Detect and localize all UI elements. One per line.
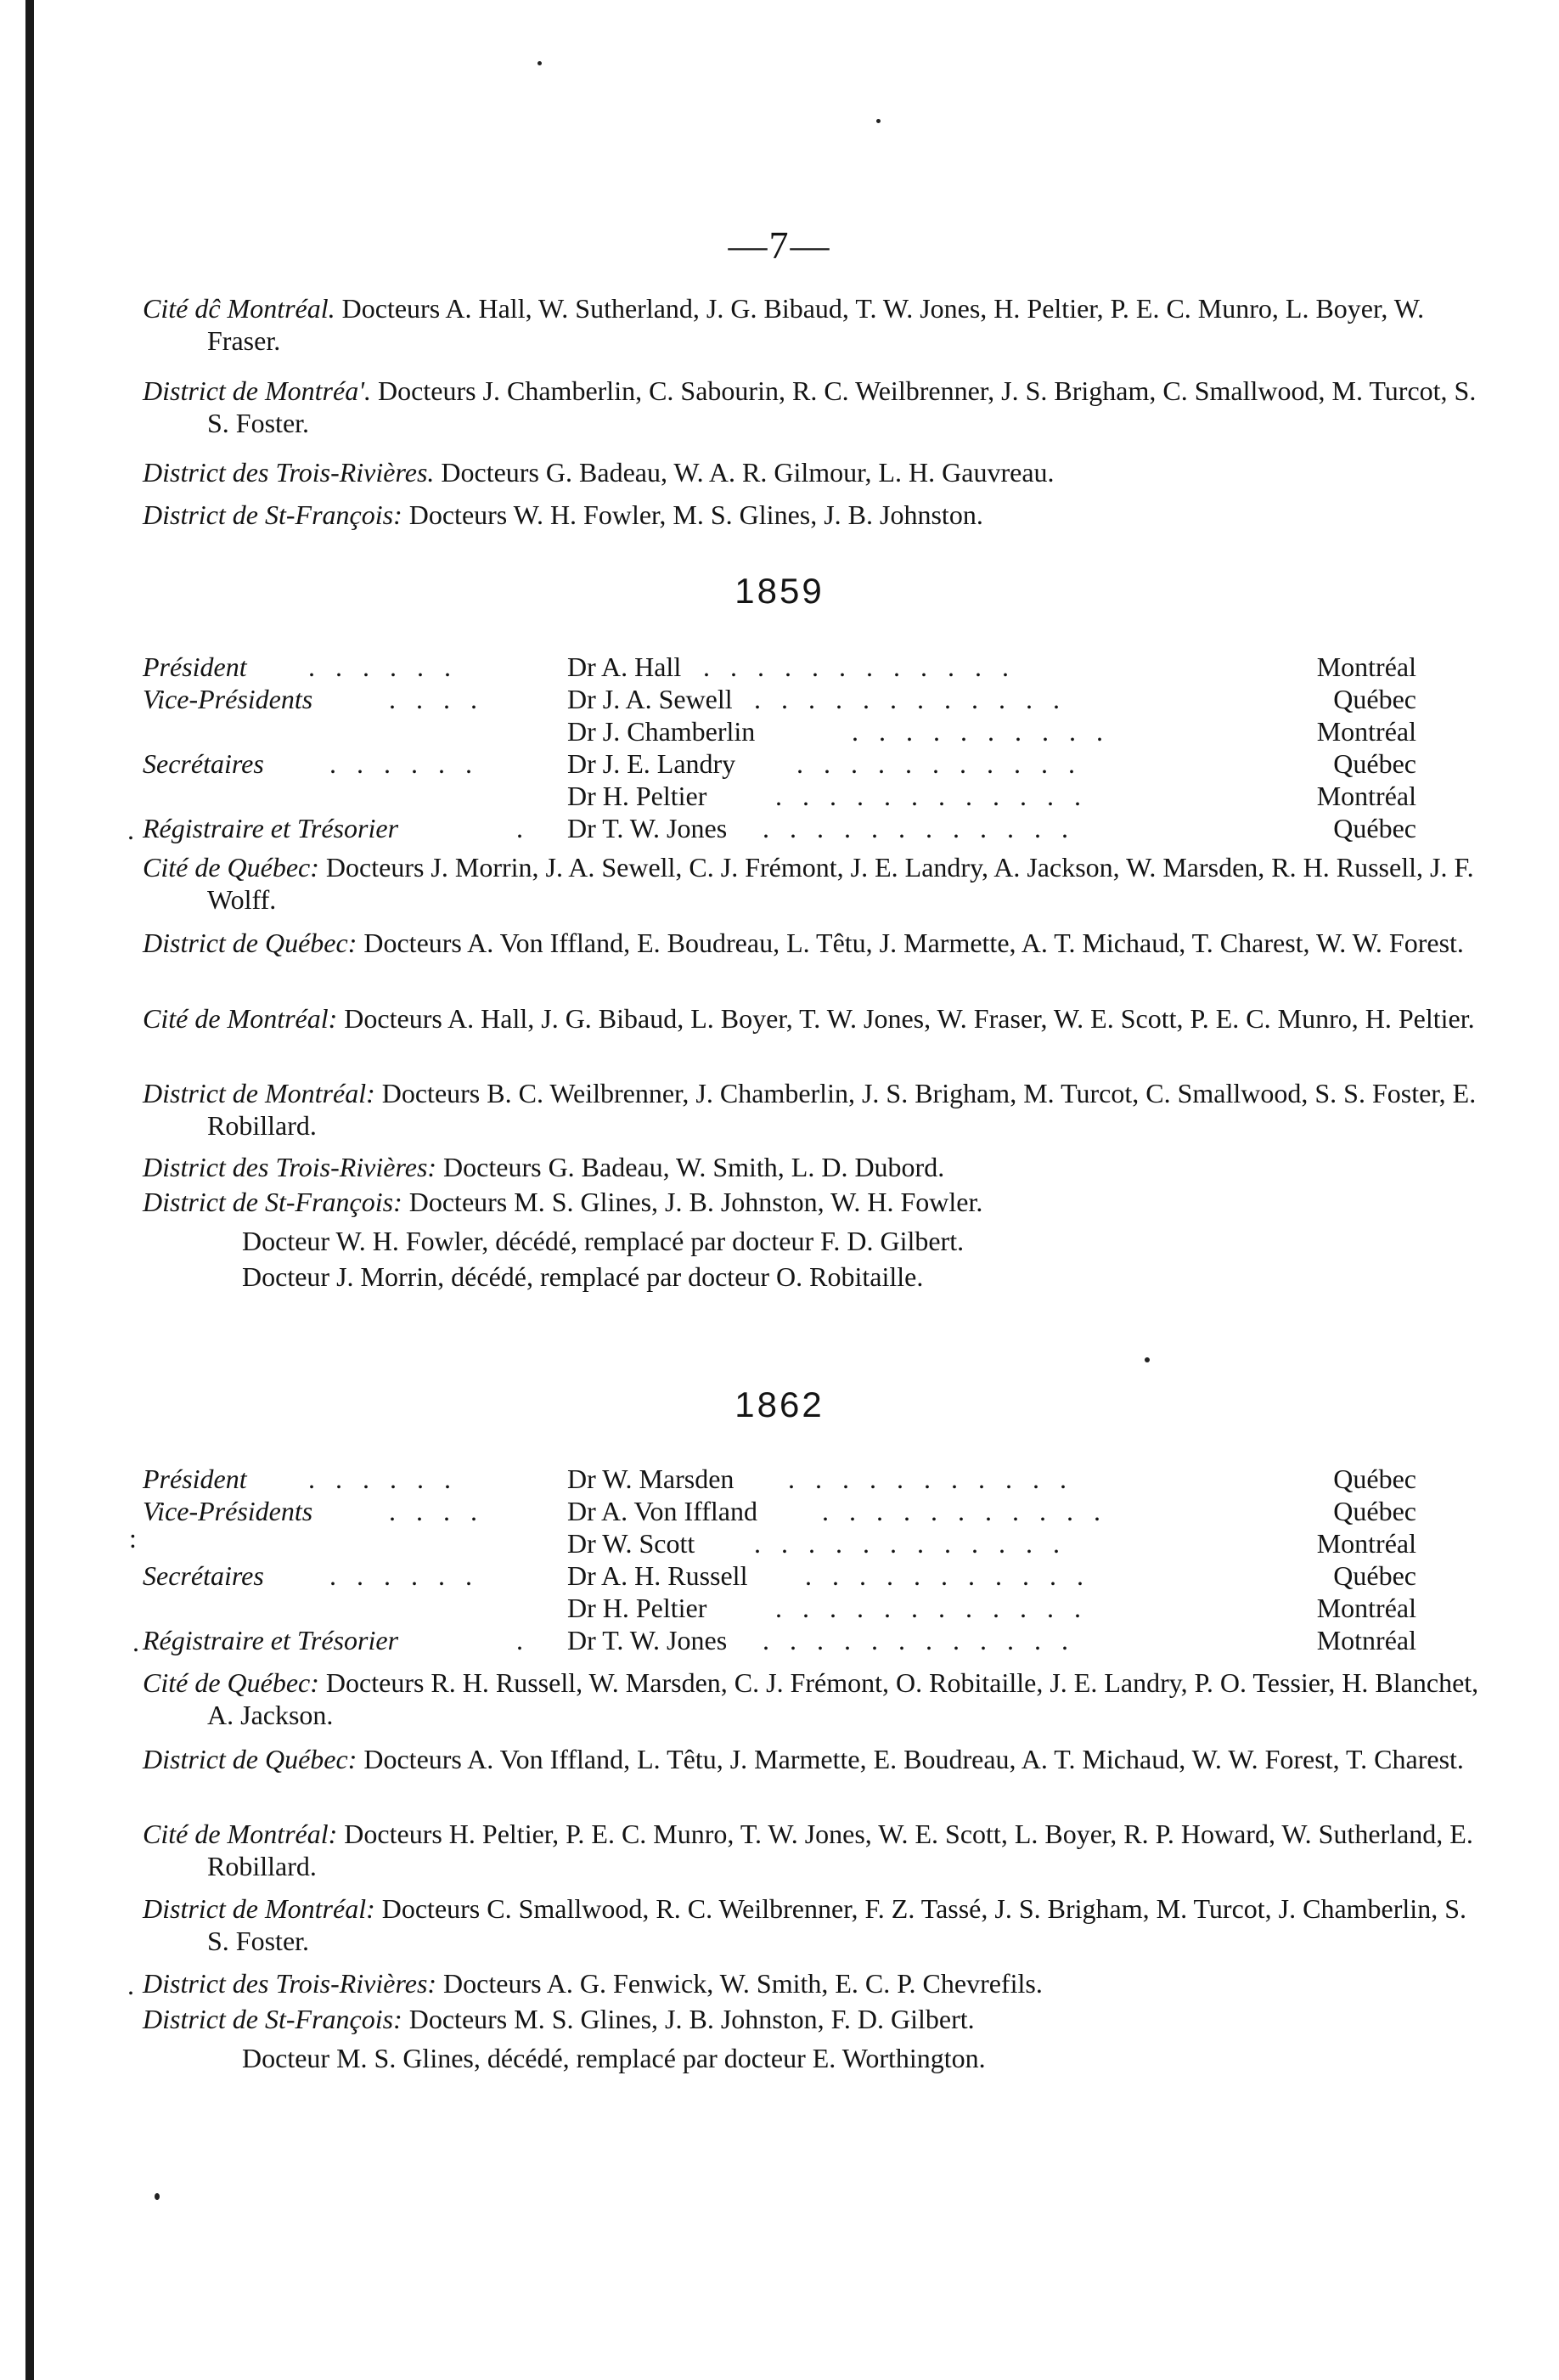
district-label: District de Montréal: [143,1078,375,1108]
district-label: District de St-François: [143,499,402,530]
officer-city: Québec [1333,684,1416,714]
officer-city: Québec [1333,1464,1416,1494]
district-members: Docteurs W. H. Fowler, M. S. Glines, J. B. Johnston. [408,499,983,530]
officer-row [143,1592,1416,1624]
district-label: District de St-François: [143,2004,402,2034]
district-entry [143,1077,1481,1142]
district-label: Cité de Québec: [143,1667,319,1698]
leader-dots: . . . . . . . . . . . . [754,684,1067,714]
replacement-note: Docteur J. Morrin, décédé, remplacé par docteur O. Robitaille. [242,1261,924,1292]
year-heading-1859: 1859 [734,571,825,611]
binding-edge-line [25,0,34,2380]
district-entry [143,1967,1481,1999]
officer-name: Dr A. Von Iffland [567,1496,757,1526]
district-members: Docteurs B. C. Weilbrenner, J. Chamberlin, J. S. Brigham, M. Turcot, C. Smallwood, S. S. Foster, E. Robillard. [207,1078,1477,1141]
officer-role: Régistraire et Trésorier [143,1625,399,1655]
leader-dots: . . . . . . . . . . [852,716,1110,747]
district-entry [143,1151,1481,1183]
officer-role: Vice-Présidents [143,684,313,714]
district-label: Cité de Montréal: [143,1003,338,1034]
leader-dots: . . . . . . . . . . . [796,748,1082,779]
year-heading-1862: 1862 [734,1385,825,1424]
replacement-note: Docteur W. H. Fowler, décédé, remplacé par docteur F. D. Gilbert. [242,1226,965,1256]
leader-dots: . . . . . . [308,651,458,682]
replacement-note: Docteur M. S. Glines, décédé, remplacé par docteur E. Worthington. [242,2043,986,2073]
officer-city: Montréal [1316,1528,1416,1559]
district-label: Cité de Montréal: [143,1819,338,1849]
officer-row [143,1559,1416,1592]
leader-dots: . . . . . . . . . . . [805,1560,1090,1591]
officer-row [143,683,1416,715]
district-label: District des Trois-Rivières: [143,1152,437,1182]
intro-entry [143,456,1481,488]
scan-speck [155,2193,160,2200]
leader-dots: . . . . . . . . . . . [788,1464,1073,1494]
officer-city: Québec [1333,813,1416,843]
district-members: Docteurs G. Badeau, W. A. R. Gilmour, L. H. Gauvreau. [441,457,1055,488]
district-entry [143,1667,1481,1731]
intro-entry [143,375,1481,439]
officer-name: Dr H. Peltier [567,781,707,811]
officer-role: Président [143,1464,247,1494]
district-label: District de St-François: [143,1187,402,1217]
officer-row [143,1527,1416,1559]
officer-name: Dr W. Marsden [567,1464,734,1494]
officer-row [143,780,1416,812]
officer-role: Secrétaires [143,748,264,779]
district-entry [143,1743,1481,1775]
scan-speck [537,61,542,65]
district-members: Docteurs J. Chamberlin, C. Sabourin, R. C. Weilbrenner, J. S. Brigham, C. Smallwood, M. Turcot, S. S. Foster. [207,375,1477,438]
district-entry [143,1002,1481,1035]
leader-dots: . [516,1625,530,1655]
leader-dots: . . . . [389,1496,484,1526]
district-members: Docteurs A. Von Iffland, L. Têtu, J. Marmette, E. Boudreau, A. T. Michaud, W. W. Forest, T. Charest. [363,1744,1464,1774]
margin-dot: . [132,1627,139,1657]
intro-entry [143,292,1481,357]
officer-name: Dr T. W. Jones [567,1625,728,1655]
officer-row [143,1463,1416,1495]
leader-dots: . . . . . . . . . . . . [763,1625,1075,1655]
leader-dots: . . . . . . [329,1560,479,1591]
officer-role: Président [143,651,247,682]
district-entry [143,1186,1481,1218]
district-label: District de Montréa'. [143,375,372,406]
leader-dots: . . . . . . . . . . . . [754,1528,1067,1559]
district-entry [143,927,1481,959]
leader-dots: . . . . . . . . . . . . [775,1593,1088,1623]
officer-row [143,715,1416,747]
officer-row [143,651,1416,683]
officer-name: Dr J. E. Landry [567,748,736,779]
leader-dots: . [516,813,530,843]
scan-speck [876,119,881,123]
officer-city: Montréal [1316,651,1416,682]
officer-name: Dr J. Chamberlin [567,716,756,747]
district-entry [143,2003,1481,2035]
district-label: District des Trois-Rivières. [143,457,435,488]
leader-dots: . . . . . . . . . . . . [775,781,1088,811]
officer-city: Québec [1333,1560,1416,1591]
district-members: Docteurs A. Hall, W. Sutherland, J. G. Bibaud, T. W. Jones, H. Peltier, P. E. C. Munro, L. Boyer, W. Fraser. [207,293,1425,356]
officer-city: Québec [1333,1496,1416,1526]
district-label: District des Trois-Rivières: [143,1968,437,1999]
margin-dot: : [129,1523,137,1554]
leader-dots: . . . . [389,684,484,714]
officer-row [143,1495,1416,1527]
officer-role: Vice-Présidents [143,1496,313,1526]
district-label: District de Montréal: [143,1893,375,1924]
officer-role: Secrétaires [143,1560,264,1591]
officer-row [143,1624,1416,1656]
leader-dots: . . . . . . . . . . . [822,1496,1107,1526]
officer-city: Montréal [1316,716,1416,747]
district-members: Docteurs C. Smallwood, R. C. Weilbrenner, F. Z. Tassé, J. S. Brigham, M. Turcot, J. Chamberlin, S. S. Foster. [207,1893,1466,1956]
district-members: Docteurs A. Von Iffland, E. Boudreau, L. Têtu, J. Marmette, A. T. Michaud, T. Charest, W. W. Forest. [363,928,1464,958]
officer-name: Dr H. Peltier [567,1593,707,1623]
leader-dots: . . . . . . . . . . . . [763,813,1075,843]
district-members: Docteurs G. Badeau, W. Smith, L. D. Dubord. [443,1152,945,1182]
district-members: Docteurs M. S. Glines, J. B. Johnston, W. H. Fowler. [408,1187,983,1217]
officer-row [143,812,1416,844]
officer-name: Dr W. Scott [567,1528,695,1559]
officer-city: Motnréal [1316,1625,1416,1655]
district-members: Docteurs A. G. Fenwick, W. Smith, E. C. P. Chevrefils. [443,1968,1043,1999]
leader-dots: . . . . . . [329,748,479,779]
district-entry [143,1892,1481,1957]
district-label: Cité dĉ Montréal. [143,293,335,324]
district-label: Cité de Québec: [143,852,319,883]
officer-city: Montréal [1316,781,1416,811]
officer-name: Dr T. W. Jones [567,813,728,843]
district-label: District de Québec: [143,1744,357,1774]
officer-role: Régistraire et Trésorier [143,813,399,843]
margin-dot: . [127,1970,134,2000]
district-entry [143,1818,1481,1882]
intro-entry [143,499,1481,531]
scan-speck [1145,1357,1150,1362]
officer-name: Dr J. A. Sewell [567,684,733,714]
leader-dots: . . . . . . . . . . . . [703,651,1016,682]
officer-city: Québec [1333,748,1416,779]
district-members: Docteurs R. H. Russell, W. Marsden, C. J. Frémont, O. Robitaille, J. E. Landry, P. O. Tessier, H. Blanchet, A. Jackson. [207,1667,1479,1730]
officer-name: Dr A. Hall [567,651,682,682]
leader-dots: . . . . . . [308,1464,458,1494]
officer-city: Montréal [1316,1593,1416,1623]
district-members: Docteurs M. S. Glines, J. B. Johnston, F. D. Gilbert. [408,2004,975,2034]
page-number: —7— [728,223,831,267]
district-members: Docteurs J. Morrin, J. A. Sewell, C. J. Frémont, J. E. Landry, A. Jackson, W. Marsden, R. H. Russell, J. F. Wolff. [207,852,1474,915]
district-label: District de Québec: [143,928,357,958]
district-members: Docteurs H. Peltier, P. E. C. Munro, T. W. Jones, W. E. Scott, L. Boyer, R. P. Howard, W. Sutherland, E. Robillard. [207,1819,1473,1881]
district-entry [143,851,1481,916]
margin-dot: . [127,815,134,845]
officer-name: Dr A. H. Russell [567,1560,748,1591]
officer-row [143,747,1416,780]
district-members: Docteurs A. Hall, J. G. Bibaud, L. Boyer, T. W. Jones, W. Fraser, W. E. Scott, P. E. C. Munro, H. Peltier. [344,1003,1475,1034]
